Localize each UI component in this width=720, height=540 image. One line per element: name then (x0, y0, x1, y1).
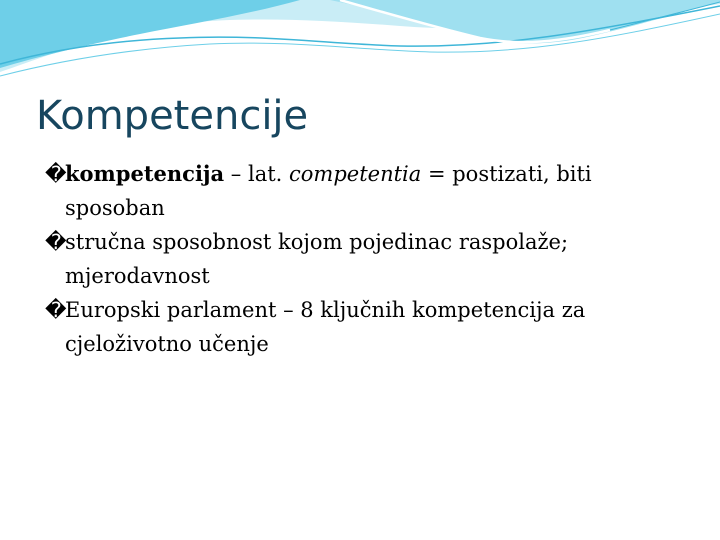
bullet-latin-word: competentia (289, 162, 422, 186)
bullet-text: Europski parlament – 8 ključnih kompetencija za cjeloživotno učenje (65, 298, 586, 356)
bullet-text: stručna sposobnost kojom pojedinac raspolaže; mjerodavnost (65, 230, 569, 288)
bullet-item-strucna-sposobnost (45, 225, 645, 293)
bullet-term: kompetencija (65, 161, 225, 186)
bullet-definition: = postizati, biti sposoban (65, 162, 592, 220)
bullet-list (45, 157, 645, 361)
bullet-lat-prefix: – lat. (224, 162, 290, 186)
bullet-item-kompetencija (45, 157, 645, 225)
bullet-item-europski-parlament (45, 293, 645, 361)
bullet-icon: � (45, 298, 67, 322)
bullet-icon: � (45, 230, 67, 254)
slide-title: Kompetencije (36, 93, 309, 139)
header-wave-decoration (0, 0, 720, 90)
bullet-icon: � (45, 162, 67, 186)
